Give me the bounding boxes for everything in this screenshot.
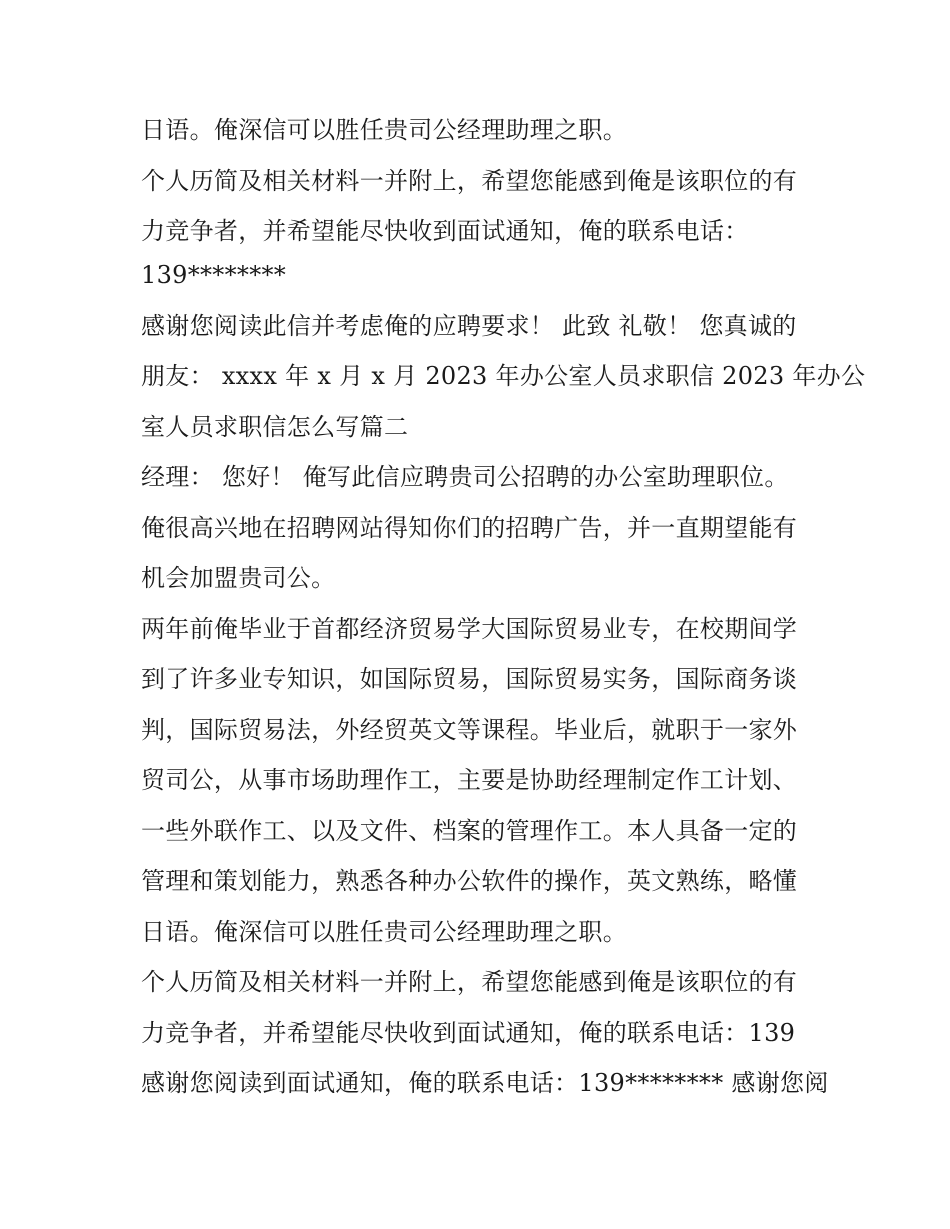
text-line: 感谢您阅读到面试通知，俺的联系电话：139******** 感谢您阅 bbox=[141, 1069, 829, 1097]
text-line: 个人历简及相关材料一并附上，希望您能感到俺是该职位的有 bbox=[141, 167, 798, 195]
text-line: 139******** bbox=[141, 261, 287, 289]
text-line: 判，国际贸易法，外经贸英文等课程。毕业后，就职于一家外 bbox=[141, 716, 798, 744]
text-line: 经理： 您好！ 俺写此信应聘贵司公招聘的办公室助理职位。 bbox=[141, 463, 789, 491]
text-line: 朋友： xxxx 年 x 月 x 月 2023 年办公室人员求职信 2023 年办公 bbox=[141, 362, 866, 390]
text-line: 贸司公，从事市场助理作工，主要是协助经理制定作工计划、 bbox=[141, 766, 798, 794]
text-line: 个人历简及相关材料一并附上，希望您能感到俺是该职位的有 bbox=[141, 968, 798, 996]
text-line: 力竞争者，并希望能尽快收到面试通知，俺的联系电话：139 bbox=[141, 1019, 796, 1047]
text-line: 感谢您阅读此信并考虑俺的应聘要求！ 此致 礼敬！ 您真诚的 bbox=[141, 312, 797, 340]
text-line: 力竞争者，并希望能尽快收到面试通知，俺的联系电话： bbox=[141, 217, 749, 245]
text-line: 俺很高兴地在招聘网站得知你们的招聘广告，并一直期望能有 bbox=[141, 514, 798, 542]
text-line: 室人员求职信怎么写篇二 bbox=[141, 413, 409, 441]
text-line: 日语。俺深信可以胜任贵司公经理助理之职。 bbox=[141, 116, 627, 144]
text-line: 管理和策划能力，熟悉各种办公软件的操作，英文熟练，略懂 bbox=[141, 867, 798, 895]
text-line: 两年前俺毕业于首都经济贸易学大国际贸易业专，在校期间学 bbox=[141, 615, 798, 643]
text-line: 到了许多业专知识，如国际贸易，国际贸易实务，国际商务谈 bbox=[141, 665, 798, 693]
text-line: 日语。俺深信可以胜任贵司公经理助理之职。 bbox=[141, 918, 627, 946]
text-line: 一些外联作工、以及文件、档案的管理作工。本人具备一定的 bbox=[141, 817, 798, 845]
text-line: 机会加盟贵司公。 bbox=[141, 564, 336, 592]
